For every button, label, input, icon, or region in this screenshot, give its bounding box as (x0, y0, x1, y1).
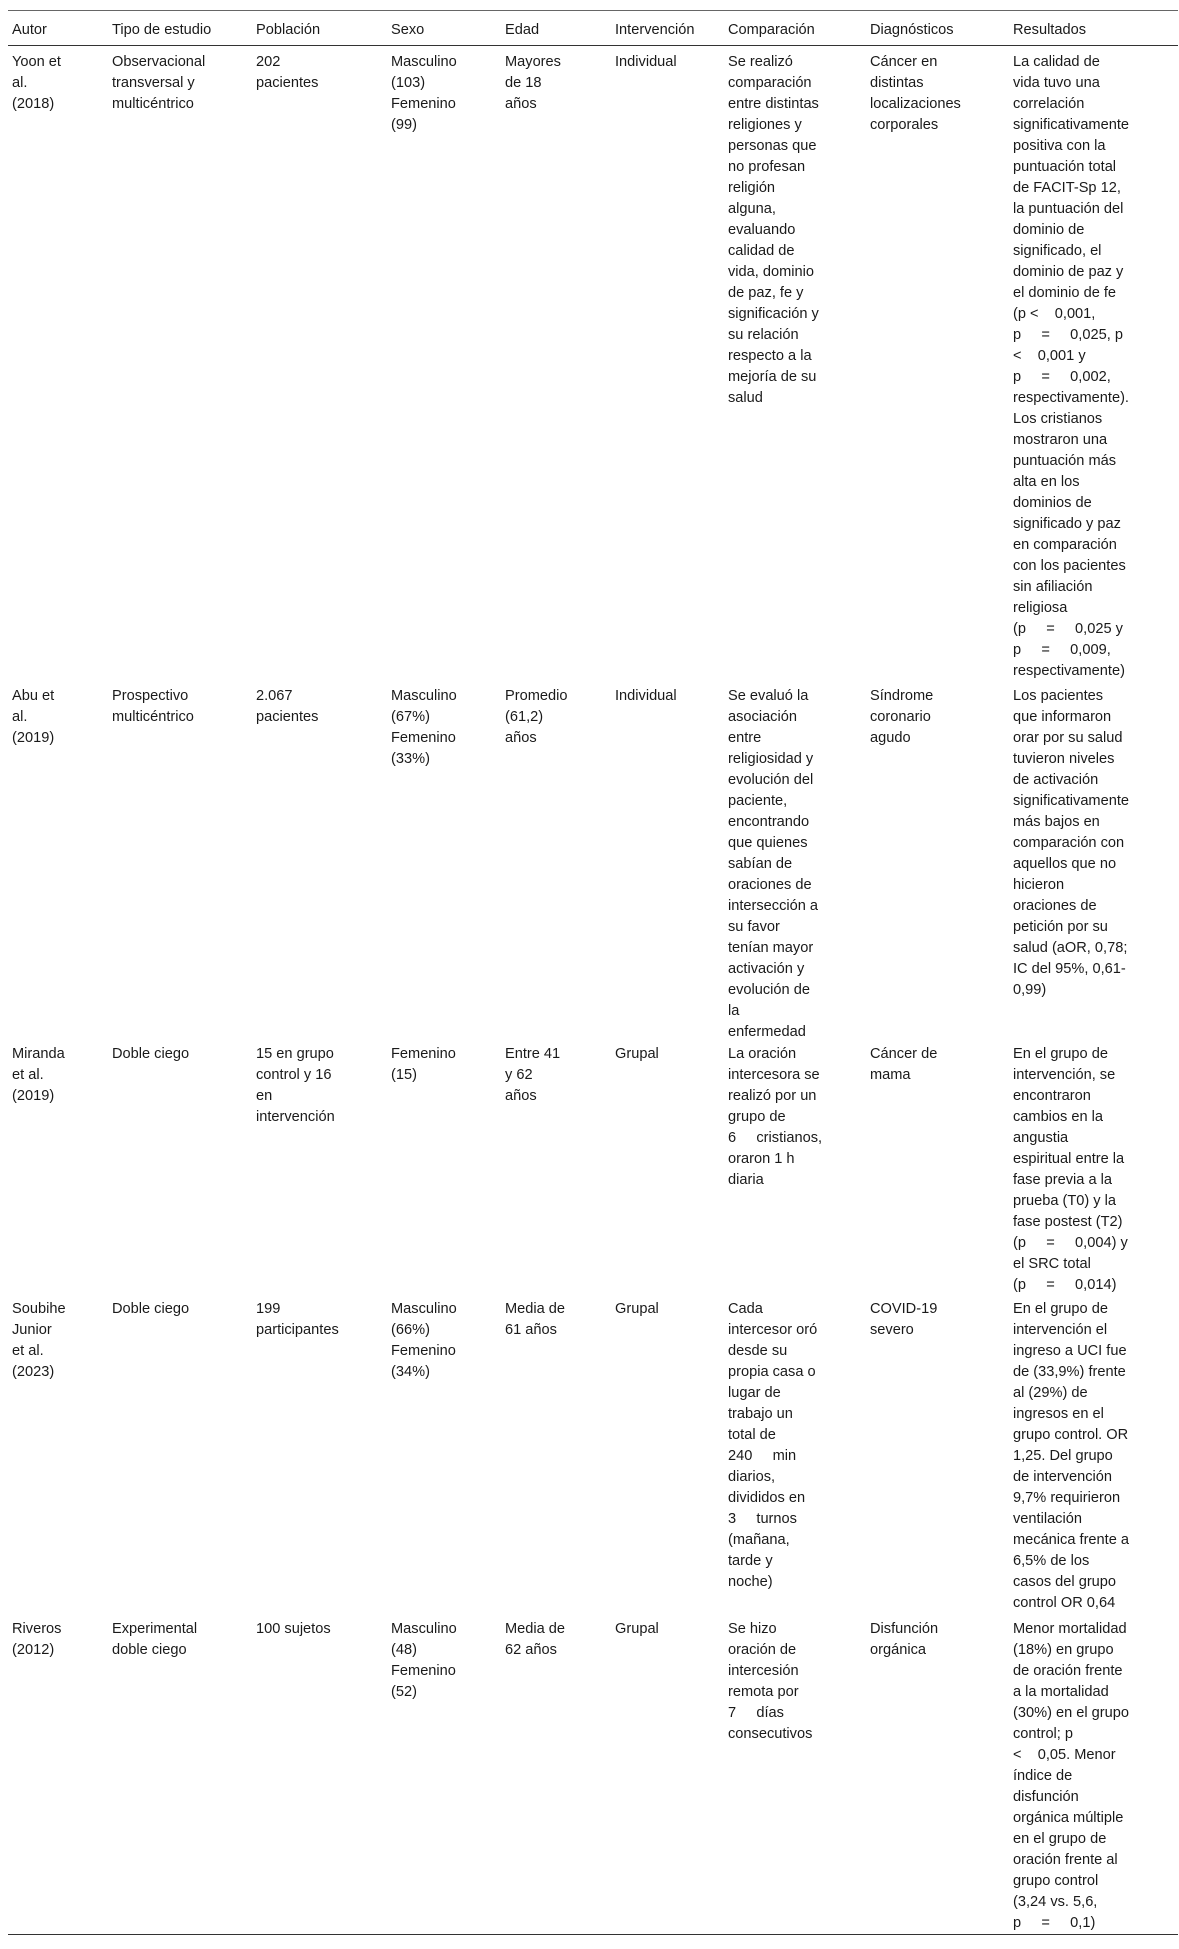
cell-edad (501, 1044, 611, 1299)
cell-text: 202 pacientes (256, 54, 319, 91)
cell-edad (501, 1619, 611, 1935)
table-row (8, 46, 1178, 686)
cell-autor (8, 46, 108, 686)
cell-text: Grupal (615, 1300, 659, 1317)
cell-text: Grupal (615, 1045, 659, 1062)
cell-text: Se hizo oración de intercesión remota por 7 días consecutivos (728, 1620, 813, 1742)
cell-diagnosticos (866, 686, 1009, 1044)
cell-diagnosticos (866, 46, 1009, 686)
cell-text: Prospectivo multicéntrico (112, 687, 194, 725)
cell-poblacion (252, 686, 387, 1044)
cell-text: Experimental doble ciego (112, 1620, 198, 1658)
header-intervencion: Intervención (611, 11, 724, 46)
cell-text: Miranda et al. (2019) (12, 1045, 65, 1104)
cell-text: Cáncer de mama (870, 1045, 938, 1083)
cell-diagnosticos (866, 1299, 1009, 1619)
header-autor: Autor (8, 11, 108, 46)
cell-text: Síndrome coronario agudo (870, 687, 934, 746)
cell-edad (501, 686, 611, 1044)
cell-diagnosticos (866, 1619, 1009, 1935)
cell-poblacion (252, 1619, 387, 1935)
cell-text: Se realizó comparación entre distintas religiones y personas que no profesan religión alguna, evaluando calidad de vida, dominio de paz, fe y significación y su relación respecto a la mejoría de su salud (728, 54, 819, 406)
cell-text: Yoon et al. (2018) (12, 54, 61, 112)
cell-text: Individual (615, 687, 677, 704)
cell-tipo (108, 1044, 252, 1299)
cell-poblacion (252, 1044, 387, 1299)
cell-sexo (387, 1299, 501, 1619)
document-page (8, 10, 1178, 1935)
cell-text: Entre 41 y 62 años (505, 1045, 561, 1104)
cell-intervencion (611, 46, 724, 686)
cell-text: Se evaluó la asociación entre religiosidad y evolución del paciente, encontrando que quienes sabían de oraciones de intersección a su favor tenían mayor activación y evolución de la enfermedad (728, 687, 819, 1040)
cell-tipo (108, 46, 252, 686)
cell-text: Media de 61 años (505, 1300, 566, 1338)
table-row (8, 1044, 1178, 1299)
cell-text: 100 sujetos (256, 1620, 331, 1637)
cell-autor (8, 1044, 108, 1299)
cell-diagnosticos (866, 1044, 1009, 1299)
cell-text: En el grupo de intervención, se encontraron cambios en la angustia espiritual entre la fase previa a la prueba (T0) y la fase postest (T2) (p = 0,004) y el SRC total (p = 0,014) (1013, 1045, 1128, 1293)
cell-intervencion (611, 1044, 724, 1299)
cell-resultados (1009, 686, 1178, 1044)
table-row (8, 1619, 1178, 1935)
cell-text: Doble ciego (112, 1045, 190, 1062)
cell-text: Cada intercesor oró desde su propia casa o lugar de trabajo un total de 240 min diarios, divididos en 3 turnos (mañana, tarde y noche) (728, 1300, 818, 1590)
header-comparacion: Comparación (724, 11, 866, 46)
cell-text: Promedio (61,2) años (505, 687, 568, 746)
cell-resultados (1009, 1044, 1178, 1299)
cell-sexo (387, 46, 501, 686)
cell-text: 15 en grupo control y 16 en intervención (256, 1045, 335, 1125)
cell-text: 2.067 pacientes (256, 687, 319, 725)
table-row (8, 686, 1178, 1044)
header-row (8, 11, 1178, 46)
header-edad: Edad (501, 11, 611, 46)
cell-text: Media de 62 años (505, 1620, 566, 1658)
studies-table (8, 10, 1178, 1935)
cell-tipo (108, 1619, 252, 1935)
cell-text: Observacional transversal y multicéntrico (112, 54, 206, 112)
cell-text: Abu et al. (2019) (12, 687, 55, 746)
cell-autor (8, 1299, 108, 1619)
cell-intervencion (611, 1619, 724, 1935)
cell-poblacion (252, 1299, 387, 1619)
cell-text: Masculino (67%) Femenino (33%) (391, 687, 457, 767)
header-sexo: Sexo (387, 11, 501, 46)
cell-text: Los pacientes que informaron orar por su salud tuvieron niveles de activación significativamente más bajos en comparación con aquellos que no hicieron oraciones de petición por su salud (aOR, 0,78; IC del 95%, 0,61- 0,99) (1013, 687, 1129, 998)
cell-edad (501, 46, 611, 686)
cell-text: Cáncer en distintas localizaciones corporales (870, 54, 961, 133)
cell-text: Mayores de 18 años (505, 54, 561, 112)
cell-text: Masculino (66%) Femenino (34%) (391, 1300, 457, 1380)
cell-text: Disfunción orgánica (870, 1620, 939, 1658)
cell-comparacion (724, 46, 866, 686)
cell-poblacion (252, 46, 387, 686)
cell-text: La oración intercesora se realizó por un grupo de 6 cristianos, oraron 1 h diaria (728, 1045, 823, 1188)
cell-autor (8, 686, 108, 1044)
cell-resultados (1009, 1299, 1178, 1619)
cell-text: 199 participantes (256, 1300, 339, 1338)
cell-text: En el grupo de intervención el ingreso a UCI fue de (33,9%) frente al (29%) de ingresos en el grupo control. OR 1,25. Del grupo de intervención 9,7% requirieron ventilación mecánica frente a 6,5% de los casos del grupo control OR 0,64 (1013, 1300, 1130, 1611)
cell-text: La calidad de vida tuvo una correlación significativamente positiva con la puntuación total de FACIT-Sp 12, la puntuación del dominio de significado, el dominio de paz y el dominio de fe (p < 0,001, p = 0,025, p < 0,001 y p = 0,002, respectivamente). Los cristianos mostraron una puntuación más alta en los dominios de significado y paz en comparación con los pacientes sin afiliación religiosa (p = 0,025 y p = 0,009, respectivamente) (1013, 54, 1129, 679)
header-poblacion: Población (252, 11, 387, 46)
cell-sexo (387, 1619, 501, 1935)
cell-sexo (387, 686, 501, 1044)
cell-text: Menor mortalidad (18%) en grupo de oración frente a la mortalidad (30%) en el grupo control; p < 0,05. Menor índice de disfunción orgánica múltiple en el grupo de oración frente al grupo control (3,24 vs. 5,6, p = 0,1) (1013, 1620, 1130, 1931)
cell-edad (501, 1299, 611, 1619)
header-diagnosticos: Diagnósticos (866, 11, 1009, 46)
header-tipo-de-estudio: Tipo de estudio (108, 11, 252, 46)
cell-comparacion (724, 1619, 866, 1935)
cell-comparacion (724, 1299, 866, 1619)
cell-tipo (108, 686, 252, 1044)
cell-text: Riveros (2012) (12, 1620, 62, 1658)
cell-text: Masculino (48) Femenino (52) (391, 1620, 457, 1700)
table-header (8, 11, 1178, 46)
cell-text: Femenino (15) (391, 1045, 456, 1083)
cell-text: Individual (615, 54, 677, 70)
cell-intervencion (611, 686, 724, 1044)
cell-text: COVID-19 severo (870, 1300, 938, 1338)
table-body (8, 46, 1178, 1935)
cell-resultados (1009, 46, 1178, 686)
cell-resultados (1009, 1619, 1178, 1935)
cell-autor (8, 1619, 108, 1935)
cell-intervencion (611, 1299, 724, 1619)
cell-text: Grupal (615, 1620, 659, 1637)
cell-comparacion (724, 686, 866, 1044)
header-resultados: Resultados (1009, 11, 1178, 46)
cell-text: Doble ciego (112, 1300, 190, 1317)
table-row (8, 1299, 1178, 1619)
cell-comparacion (724, 1044, 866, 1299)
cell-text: Soubihe Junior et al. (2023) (12, 1300, 66, 1380)
cell-text: Masculino (103) Femenino (99) (391, 54, 457, 133)
cell-sexo (387, 1044, 501, 1299)
cell-tipo (108, 1299, 252, 1619)
